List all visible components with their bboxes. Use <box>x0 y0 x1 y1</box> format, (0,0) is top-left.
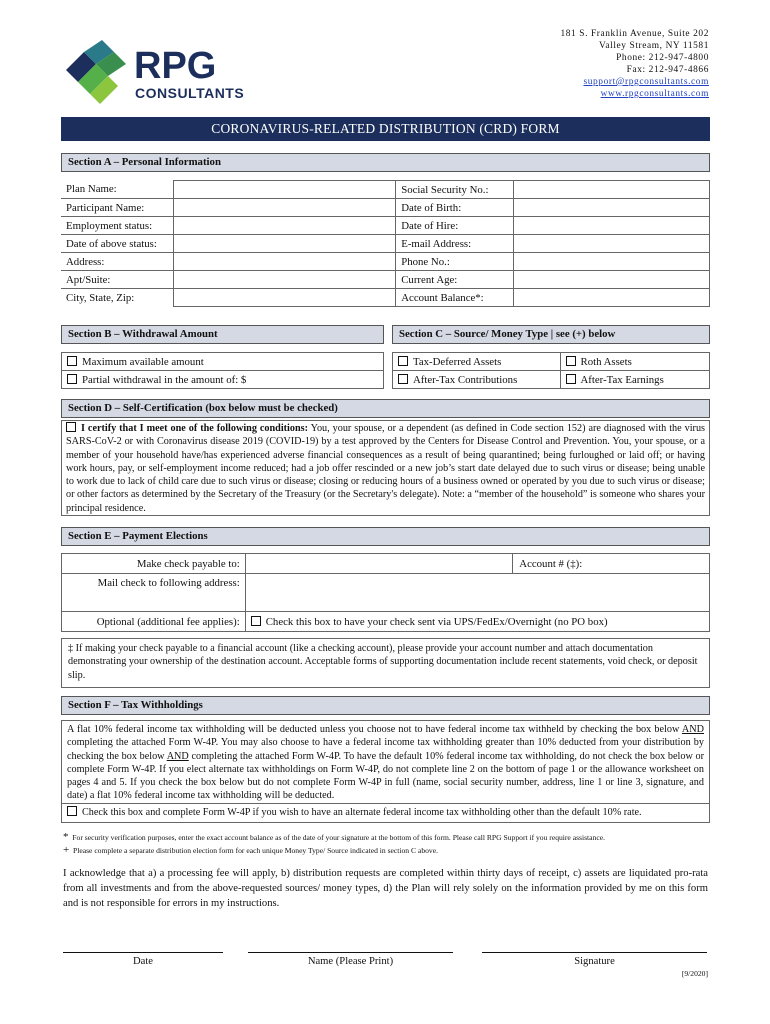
signature-line[interactable] <box>482 952 707 953</box>
label-address: Address: <box>61 253 174 271</box>
hire-date-field[interactable] <box>514 217 710 235</box>
option-label: After-Tax Contributions <box>413 373 518 386</box>
max-amount-option[interactable] <box>62 353 384 371</box>
label-status-date: Date of above status: <box>61 235 174 253</box>
name-label: Name (Please Print) <box>307 956 394 967</box>
label-payable-to: Make check payable to: <box>62 554 246 574</box>
rpg-logo <box>62 40 248 106</box>
company-address <box>560 28 709 100</box>
personal-info-table <box>61 180 710 307</box>
current-age-field[interactable] <box>514 271 710 289</box>
and-emphasis: AND <box>166 750 189 762</box>
tax-text-1: A flat 10% federal income tax withholding will be deducted unless you choose not to have federal income tax withheld by checking the box below <box>67 724 680 735</box>
name-line[interactable] <box>248 952 453 953</box>
svg-text:CONSULTANTS: CONSULTANTS <box>135 85 245 101</box>
label-apt-suite: Apt/Suite: <box>61 271 174 289</box>
form-version: [9/2020] <box>681 969 708 978</box>
label-email: E-mail Address: <box>396 235 514 253</box>
email-field[interactable] <box>514 235 710 253</box>
fax-line: Fax: 212-947-4866 <box>626 65 709 75</box>
address-field[interactable] <box>174 253 396 271</box>
checkbox-icon[interactable] <box>251 616 261 626</box>
partial-amount-option[interactable] <box>62 371 384 389</box>
footnote-plus <box>63 844 713 857</box>
tax-text-3: completing the attached Form W-4P. To have the default 10% federal income tax withholding, do not check the box below or complete Form W-4P. If you elect alternate tax withholdings on Form W-4P, do not complete line 2 on the bottom of page 1 or the allowance worksheet on pages 4 and 5. If you check the box below but do not complete Form W-4P in full (name, social security number, address, line 1 or line 3, signature, and date) a flat 10% federal income tax withholding will be deducted. <box>67 750 705 802</box>
date-line[interactable] <box>63 952 223 953</box>
plus-symbol: + <box>63 844 70 856</box>
payment-elections-table <box>61 553 710 632</box>
address-line: Valley Stream, NY 11581 <box>599 41 709 51</box>
label-dob: Date of Birth: <box>396 199 514 217</box>
after-tax-contrib-option[interactable] <box>393 371 561 389</box>
self-certification-box <box>61 420 710 516</box>
acknowledgement: I acknowledge that a) a processing fee will apply, b) distribution requests are completed within thirty days of receipt, c) assets are liquidated pro-rata from all investments and from the above-requested sources/ money types, d) the Plan will rely solely on the information provided by me on this form and is not responsible for errors in my instructions. <box>63 868 708 909</box>
dob-field[interactable] <box>514 199 710 217</box>
and-emphasis: AND <box>681 724 704 735</box>
tax-text-2: completing the attached Form W-4P. You may also choose to have a federal income tax withholding greater than 10% deducted from your distribution by checking the box below <box>67 737 704 762</box>
money-type-table <box>392 352 710 389</box>
checkbox-icon[interactable] <box>67 806 77 816</box>
footnote-star-text: For security verification purposes, enter the exact account balance as of the date of your signature at the bottom of this form. Please call RPG Support if you require assistance. <box>72 833 605 842</box>
option-label: Partial withdrawal in the amount of: $ <box>82 373 247 386</box>
label-optional: Optional (additional fee applies): <box>62 612 246 632</box>
option-label: Maximum available amount <box>82 355 204 368</box>
website-link[interactable]: www.rpgconsultants.com <box>600 89 709 99</box>
option-label: Check this box and complete Form W-4P if you wish to have an alternate federal income tax withholding other than the default 10% rate. <box>82 807 642 818</box>
section-f-header: Section F – Tax Withholdings <box>61 696 710 715</box>
roth-option[interactable] <box>560 353 710 371</box>
label-phone: Phone No.: <box>396 253 514 271</box>
alternate-withholding-option[interactable] <box>61 804 710 823</box>
label-account-balance: Account Balance*: <box>396 289 514 307</box>
account-number-field[interactable] <box>513 554 710 574</box>
label-plan-name: Plan Name: <box>61 181 174 199</box>
label-participant-name: Participant Name: <box>61 199 174 217</box>
certify-checkbox[interactable] <box>66 422 76 432</box>
label-account-number: Account # (‡): <box>519 557 583 570</box>
phone-field[interactable] <box>514 253 710 271</box>
form-title: CORONAVIRUS-RELATED DISTRIBUTION (CRD) FORM <box>61 117 710 141</box>
ssn-field[interactable] <box>514 181 710 199</box>
apt-suite-field[interactable] <box>174 271 396 289</box>
account-note: ‡ If making your check payable to a financial account (like a checking account), please provide your account number and attach documentation demonstrating your ownership of the destination account. Acceptable forms of supporting documentation include recent statements, void check, or deposit slip. <box>61 638 710 688</box>
label-ssn: Social Security No.: <box>396 181 514 199</box>
footnote-star <box>63 831 713 844</box>
account-balance-field[interactable] <box>514 289 710 307</box>
svg-text:RPG: RPG <box>134 45 217 87</box>
label-city-state-zip: City, State, Zip: <box>61 289 174 307</box>
participant-name-field[interactable] <box>174 199 396 217</box>
label-mail-address: Mail check to following address: <box>62 574 246 612</box>
city-state-zip-field[interactable] <box>174 289 396 307</box>
star-symbol: * <box>63 831 69 843</box>
checkbox-icon[interactable] <box>566 356 576 366</box>
phone-line: Phone: 212-947-4800 <box>616 53 709 63</box>
section-c-header: Section C – Source/ Money Type | see (+) below <box>392 325 710 344</box>
option-label: Roth Assets <box>580 355 632 368</box>
option-label: After-Tax Earnings <box>580 373 664 386</box>
address-line: 181 S. Franklin Avenue, Suite 202 <box>560 29 709 39</box>
checkbox-icon[interactable] <box>67 356 77 366</box>
status-date-field[interactable] <box>174 235 396 253</box>
section-a-header: Section A – Personal Information <box>61 153 710 172</box>
footnotes <box>63 831 713 857</box>
withdrawal-amount-table <box>61 352 384 389</box>
option-label: Check this box to have your check sent via UPS/FedEx/Overnight (no PO box) <box>265 615 608 628</box>
tax-withholding-text <box>61 720 710 804</box>
rpg-logo-mark-icon <box>62 40 248 106</box>
checkbox-icon[interactable] <box>398 374 408 384</box>
plan-name-field[interactable] <box>174 181 396 199</box>
checkbox-icon[interactable] <box>67 374 77 384</box>
tax-deferred-option[interactable] <box>393 353 561 371</box>
payable-to-field[interactable] <box>245 554 513 574</box>
checkbox-icon[interactable] <box>398 356 408 366</box>
after-tax-earnings-option[interactable] <box>560 371 710 389</box>
label-employment-status: Employment status: <box>61 217 174 235</box>
section-d-header: Section D – Self-Certification (box below must be checked) <box>61 399 710 418</box>
signature-label: Signature <box>574 956 615 967</box>
label-hire-date: Date of Hire: <box>396 217 514 235</box>
option-label: Tax-Deferred Assets <box>413 355 502 368</box>
employment-status-field[interactable] <box>174 217 396 235</box>
date-label: Date <box>133 956 153 967</box>
section-e-header: Section E – Payment Elections <box>61 527 710 546</box>
certify-lead: I certify that I meet one of the following conditions: <box>81 423 309 434</box>
certify-text: You, your spouse, or a dependent (as defined in Code section 152) are diagnosed with the virus SARS-CoV-2 or with Coronavirus disease 2019 (COVID-19) by a test approved by the Centers for Disease Control and Prevention. You, your spouse, or a member of your household have/has experienced adverse financial consequences as a result of being quarantined; being furloughed or laid off; or having work hours, pay, or self-employment income reduced; had a job offer rescinded or a new job’s start date delayed due to such virus or disease; being unable to work due to lack of child care due to such virus or disease; closing or reducing hours of a business owned or operated by you due to such virus or disease; or other factors as determined by the Secretary of the Treasury (or the Secretary's delegate). Note: a “member of the household” is someone who shares your principal residence. <box>66 423 705 514</box>
label-current-age: Current Age: <box>396 271 514 289</box>
email-link[interactable]: support@rpgconsultants.com <box>583 77 709 87</box>
section-b-header: Section B – Withdrawal Amount <box>61 325 384 344</box>
footnote-plus-text: Please complete a separate distribution election form for each unique Money Type/ Source indicated in section C above. <box>73 846 438 855</box>
mail-address-field[interactable] <box>245 574 709 612</box>
ups-option[interactable] <box>245 612 709 632</box>
checkbox-icon[interactable] <box>566 374 576 384</box>
